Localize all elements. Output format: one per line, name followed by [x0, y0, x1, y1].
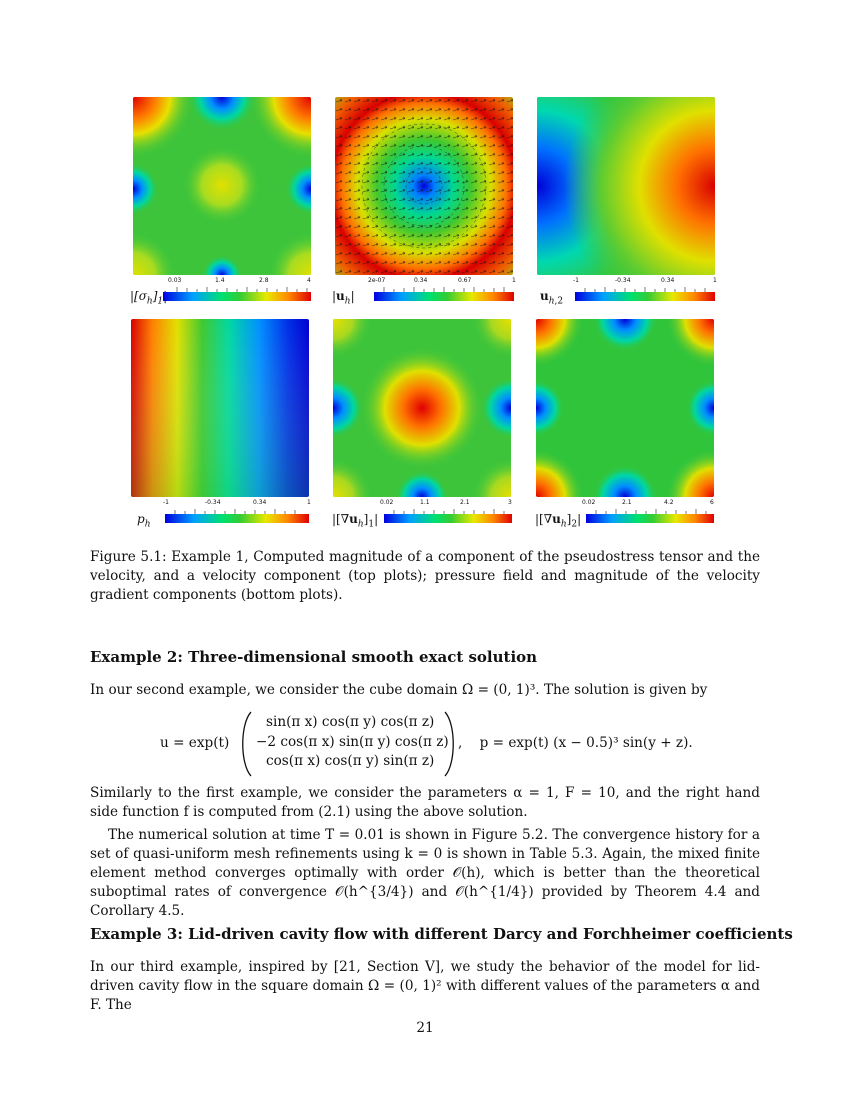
figure-caption: Figure 5.1: Example 1, Computed magnitude of a component of the pseudostress tensor and the velocity, and a velocity component (top plots); pressure field and magnitude of the velocity gradient components (bottom plots).	[90, 549, 760, 603]
tick-label: 2.8	[259, 277, 269, 284]
panel-label: $|[\sigma_h]_1$	[130, 289, 164, 307]
colorbar	[163, 499, 311, 523]
panel-label: $p_h$	[137, 512, 151, 530]
colorbar	[573, 277, 717, 301]
tick-label: -1	[163, 499, 169, 506]
tick-label: 0.03	[168, 277, 182, 284]
plot-sigma	[133, 97, 311, 275]
tick-label: 3	[508, 499, 512, 506]
equation-lhs: u = exp(t)	[160, 735, 230, 751]
equation-rhs: , p = exp(t) (x − 0.5)³ sin(y + z).	[458, 735, 693, 751]
tick-label: 4.2	[664, 499, 674, 506]
tick-label: 2e-07	[368, 277, 386, 284]
panel-label: $u_{h,2}$	[540, 289, 564, 307]
paragraph: Similarly to the first example, we consider the parameters α = 1, F = 10, and the right hand side function f is computed from (2.1) using the above solution.	[90, 785, 760, 820]
plot-gradient-2	[536, 319, 714, 497]
colorbar	[368, 277, 516, 301]
tick-label: 1	[307, 499, 311, 506]
colorbar	[163, 277, 311, 301]
tick-label: 2.1	[622, 499, 632, 506]
matrix-row: sin(π x) cos(π y) cos(π z)	[266, 714, 435, 730]
plot-velocity-component-2	[537, 97, 715, 275]
colorbar	[582, 499, 714, 523]
tick-label: 1	[512, 277, 516, 284]
panel-label: $|[\nabla u_h]_2|$	[535, 512, 582, 530]
tick-label: 0.02	[380, 499, 394, 506]
tick-label: 1	[713, 277, 717, 284]
panel-label: $|[\nabla u_h]_1|$	[332, 512, 379, 530]
tick-label: 1.1	[420, 499, 430, 506]
tick-label: 0.67	[458, 277, 472, 284]
tick-label: 0.34	[661, 277, 675, 284]
plot-pressure	[131, 319, 309, 497]
tick-label: -0.34	[615, 277, 631, 284]
tick-label: -1	[573, 277, 579, 284]
tick-label: 0.02	[582, 499, 596, 506]
paragraph: In our third example, inspired by [21, Section V], we study the behavior of the model for lid-driven cavity flow in the square domain Ω = (0, 1)² with different values of the parameters α and F. The	[90, 959, 760, 1013]
colorbar	[380, 499, 512, 523]
matrix-row: cos(π x) cos(π y) sin(π z)	[266, 753, 435, 769]
section-heading: Example 2: Three-dimensional smooth exact solution	[90, 648, 538, 666]
panel-label: $|u_h|$	[332, 289, 355, 307]
section-heading: Example 3: Lid-driven cavity flow with different Darcy and Forchheimer coefficients	[90, 925, 793, 943]
tick-label: -0.34	[205, 499, 221, 506]
left-paren	[236, 710, 254, 778]
matrix-row: −2 cos(π x) sin(π y) cos(π z)	[256, 734, 449, 750]
tick-label: 1.4	[215, 277, 225, 284]
tick-label: 0.34	[253, 499, 267, 506]
tick-label: 2.1	[460, 499, 470, 506]
tick-label: 4	[307, 277, 311, 284]
tick-label: 0.34	[414, 277, 428, 284]
paragraph: In our second example, we consider the cube domain Ω = (0, 1)³. The solution is given by	[90, 682, 708, 698]
plot-gradient-1	[333, 319, 511, 497]
paragraph: The numerical solution at time T = 0.01 is shown in Figure 5.2. The convergence history for a set of quasi-uniform mesh refinements using k = 0 is shown in Table 5.3. Again, the mixed finite element method converges optimally with order 𝒪(h), which is better than the theoretical suboptimal rates of convergence 𝒪(h^{3/4}) and 𝒪(h^{1/4}) provided by Theorem 4.4 and Corollary 4.5.	[90, 827, 760, 919]
page-number: 21	[416, 1020, 434, 1036]
plot-velocity-magnitude	[335, 97, 513, 275]
tick-label: 6	[710, 499, 714, 506]
